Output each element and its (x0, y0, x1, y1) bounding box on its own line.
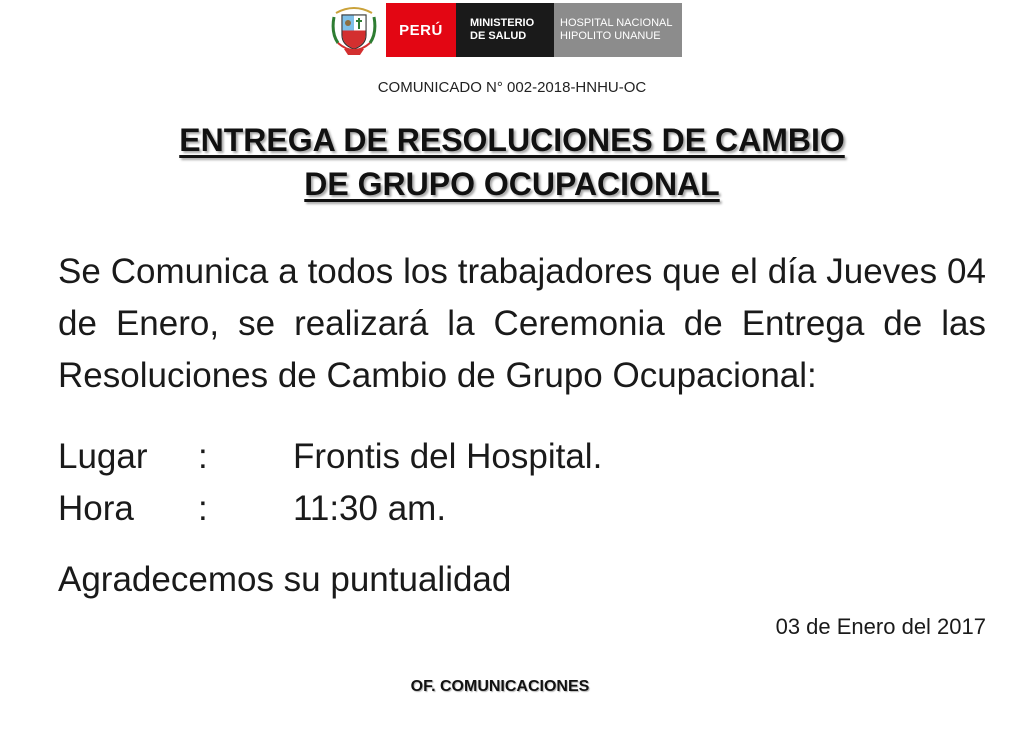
hospital-line-2: HIPOLITO UNANUE (560, 30, 661, 42)
hospital-line-1: HOSPITAL NACIONAL (560, 17, 673, 29)
title-line-1: ENTREGA DE RESOLUCIONES DE CAMBIO (179, 122, 845, 158)
coat-of-arms-icon (330, 3, 378, 57)
document-date: 03 de Enero del 2017 (775, 614, 986, 639)
ministry-logo-block (456, 3, 554, 57)
ministry-line-2: DE SALUD (470, 30, 527, 42)
announcement-body: Se Comunica a todos los trabajadores que el día Jueves 04 de Enero, se realizará la Ceremonia de Entrega de las Resoluciones de Cambio de Grupo Ocupacional: (58, 252, 986, 395)
ministry-line-1: MINISTERIO (470, 17, 535, 29)
header-logo-bar (330, 3, 682, 57)
detail-label: Lugar (58, 437, 148, 476)
detail-separator: : (198, 437, 208, 476)
detail-label: Hora (58, 489, 134, 528)
closing-text: Agradecemos su puntualidad (58, 560, 512, 599)
title-line-2: DE GRUPO OCUPACIONAL (304, 166, 720, 202)
document-reference: COMUNICADO N° 002-2018-HNHU-OC (377, 79, 647, 96)
detail-separator: : (198, 489, 208, 528)
signature: OF. COMUNICACIONES (410, 678, 590, 695)
hospital-logo-block (554, 3, 682, 57)
document-title (0, 118, 1024, 206)
peru-logo-text: PERÚ (399, 21, 443, 39)
peru-logo-block (386, 3, 456, 57)
detail-value: Frontis del Hospital. (293, 437, 603, 476)
detail-value: 11:30 am. (293, 489, 447, 528)
